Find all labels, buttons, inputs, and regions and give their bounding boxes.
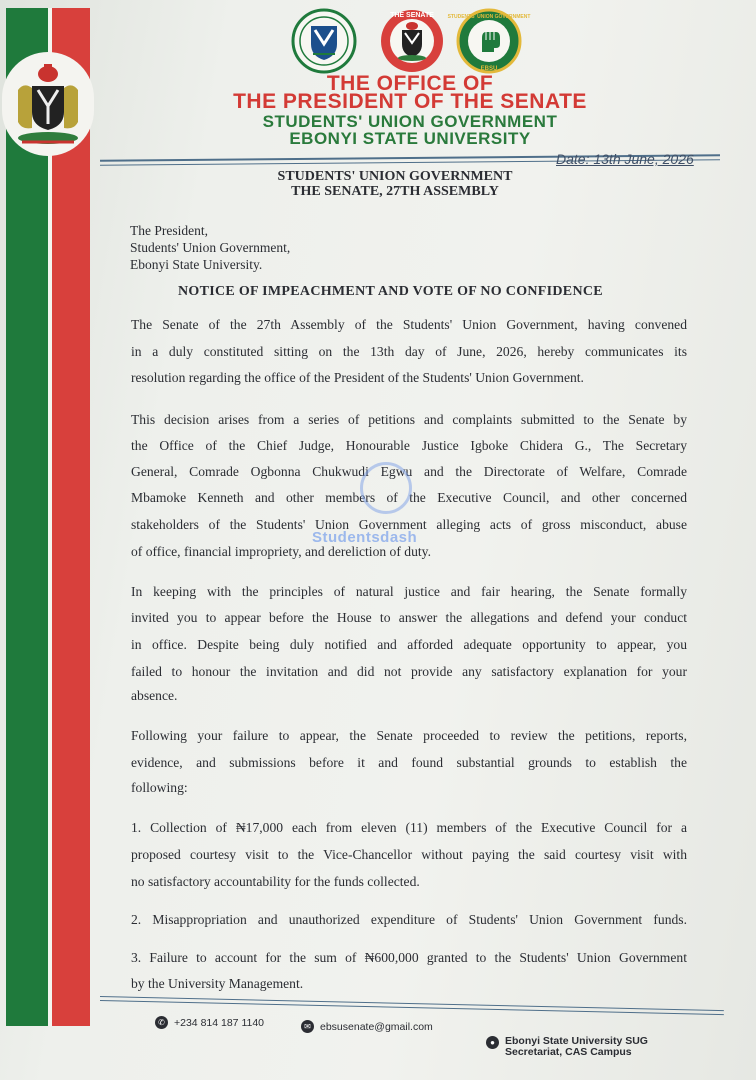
assembly-line-2: THE SENATE, 27TH ASSEMBLY xyxy=(291,184,499,199)
footer-phone xyxy=(155,1016,264,1029)
footer-address-line-1: Ebonyi State University SUG xyxy=(505,1035,648,1047)
phone-icon: ✆ xyxy=(155,1016,168,1029)
watermark-text: Studentsdash xyxy=(312,529,418,546)
finding-item-2: 2. Misappropriation and unauthorized expenditure of Students' Union Government funds. xyxy=(131,912,687,927)
body-line: Following your failure to appear, the Senate proceeded to review the petitions, reports, xyxy=(131,728,687,743)
finding-item-1-line: no satisfactory accountability for the funds collected. xyxy=(131,874,420,889)
body-line: This decision arises from a series of petitions and complaints submitted to the Senate by xyxy=(131,412,687,427)
svg-text:THE SENATE: THE SENATE xyxy=(390,12,434,19)
body-line: in a duly constituted sitting on the 13th day of June, 2026, hereby communicates its xyxy=(131,344,687,359)
finding-item-3-line: by the University Management. xyxy=(131,976,304,991)
students-union-government-fist-icon xyxy=(447,8,531,74)
body-line: in office. Despite being duly notified and afforded adequate opportunity to appear, you xyxy=(131,637,687,652)
nigeria-coat-of-arms-icon xyxy=(8,60,88,148)
body-line: following: xyxy=(131,780,188,795)
email-icon: ✉ xyxy=(301,1020,314,1033)
recipient-line-1: The President, xyxy=(130,223,208,238)
body-line: In keeping with the principles of natural justice and fair hearing, the Senate formally xyxy=(131,584,687,599)
body-line: The Senate of the 27th Assembly of the Students' Union Government, having convened xyxy=(131,317,687,332)
svg-text:STUDENTS' UNION GOVERNMENT: STUDENTS' UNION GOVERNMENT xyxy=(447,14,531,20)
recipient-line-2: Students' Union Government, xyxy=(130,240,291,255)
svg-text:EBSU: EBSU xyxy=(480,66,498,72)
sug-heading: STUDENTS' UNION GOVERNMENT xyxy=(262,112,558,131)
watermark-logo-icon xyxy=(360,462,412,514)
footer-phone-text: +234 814 187 1140 xyxy=(174,1016,265,1029)
location-pin-icon: ● xyxy=(486,1036,499,1049)
assembly-line-1: STUDENTS' UNION GOVERNMENT xyxy=(277,169,513,184)
body-line: the Office of the Chief Judge, Honourable Justice Igboke Chidera G., The Secretary xyxy=(131,438,687,453)
body-line: absence. xyxy=(131,688,178,703)
notice-title: NOTICE OF IMPEACHMENT AND VOTE OF NO CONFIDENCE xyxy=(178,284,603,299)
footer-address-line-2: Secretariat, CAS Campus xyxy=(505,1046,632,1058)
body-line: failed to honour the invitation and did not provide any satisfactory explanation for your xyxy=(131,664,687,679)
the-senate-seal-icon xyxy=(379,8,445,74)
president-heading: THE PRESIDENT OF THE SENATE xyxy=(233,90,587,113)
recipient-line-3: Ebonyi State University. xyxy=(130,257,263,272)
university-heading: EBONYI STATE UNIVERSITY xyxy=(289,129,531,148)
green-stripe xyxy=(6,8,48,1026)
red-stripe xyxy=(52,8,90,1026)
body-line: Mbamoke Kenneth and other members of the Executive Council, and other concerned xyxy=(131,490,687,505)
finding-item-1-line: proposed courtesy visit to the Vice-Chancellor without paying the said courtesy visit with xyxy=(131,847,687,862)
footer-address xyxy=(486,1036,648,1058)
body-line: resolution regarding the office of the President of the Students' Union Government. xyxy=(131,370,584,385)
body-line: evidence, and submissions before it and found substantial grounds to establish the xyxy=(131,755,687,770)
body-line: of office, financial impropriety, and dereliction of duty. xyxy=(131,544,431,559)
body-line: invited you to appear before the House to answer the allegations and defend your conduct xyxy=(131,610,687,625)
body-line: stakeholders of the Students' Union Government alleging acts of gross misconduct, abuse xyxy=(131,517,687,532)
footer-email xyxy=(301,1020,433,1033)
footer-email-text: ebsusenate@gmail.com xyxy=(320,1020,433,1033)
ebsu-shield-icon xyxy=(291,8,357,74)
finding-item-1-line: 1. Collection of ₦17,000 each from eleven (11) members of the Executive Council for a xyxy=(131,820,687,835)
footer-divider xyxy=(100,996,724,1011)
office-heading: THE OFFICE OF xyxy=(326,72,494,95)
finding-item-3-line: 3. Failure to account for the sum of ₦600,000 granted to the Students' Union Government xyxy=(131,950,687,965)
body-line: General, Comrade Ogbonna Chukwudi Egwu and the Directorate of Welfare, Comrade xyxy=(131,464,687,479)
letter-date: Date: 13th June, 2026 xyxy=(556,151,694,167)
